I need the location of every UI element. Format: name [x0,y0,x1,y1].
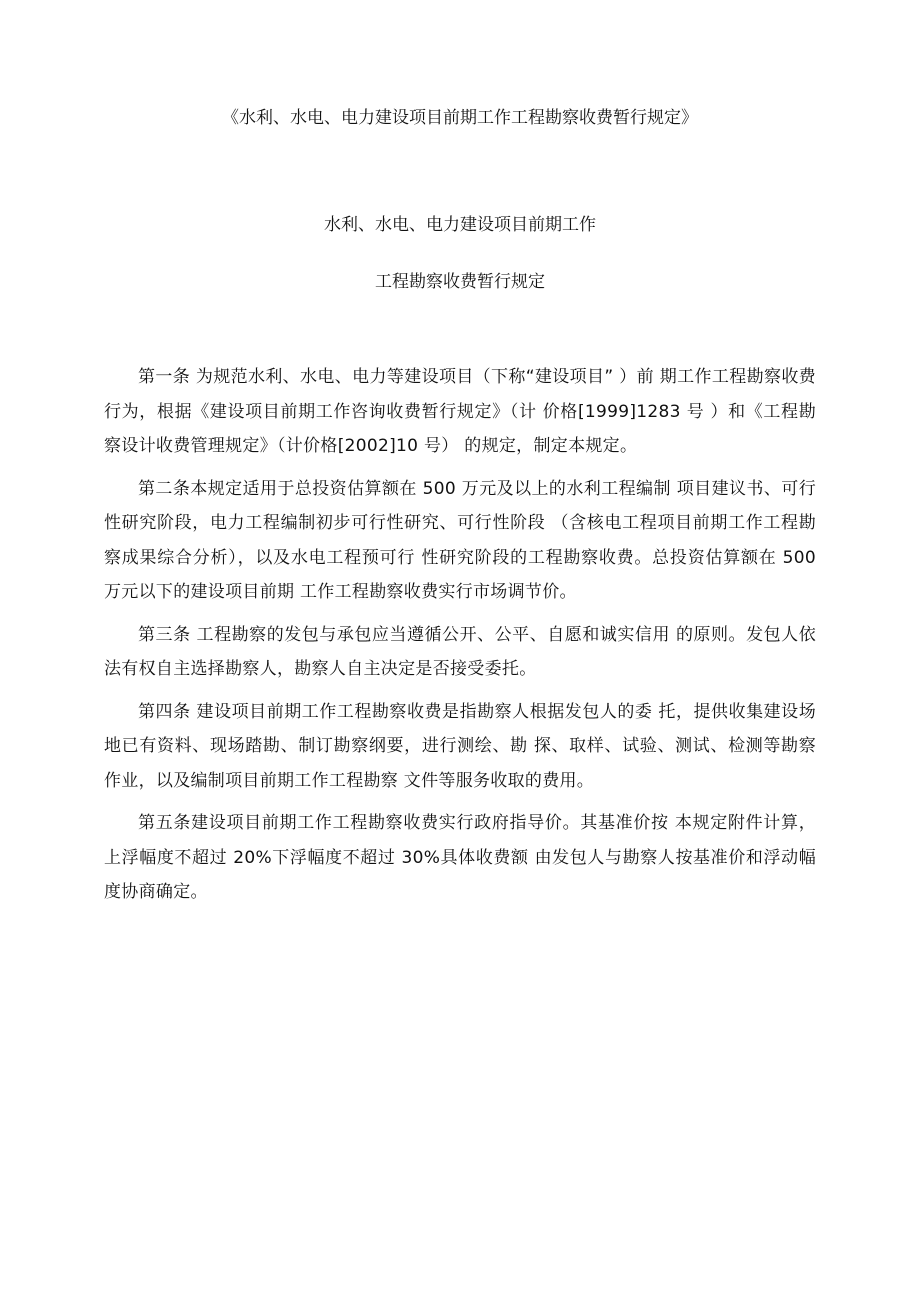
article-4-paragraph: 第四条 建设项目前期工作工程勘察收费是指勘察人根据发包人的委 托，提供收集建设场地已有资料、现场踏勘、制订勘察纲要，进行测绘、勘 探、取样、试验、测试、检测等勘察作业，以及编制项目前期工作工程勘察 文件等服务收取的费用。 [104,701,816,791]
regulation-heading-line-2: 工程勘察收费暂行规定 [375,272,545,292]
article-5-paragraph: 第五条建设项目前期工作工程勘察收费实行政府指导价。其基准价按 本规定附件计算，上浮幅度不超过 20%下浮幅度不超过 30%具体收费额 由发包人与勘察人按基准价和浮动幅度协商确定。 [104,813,816,902]
article-2-paragraph: 第二条本规定适用于总投资估算额在 500 万元及以上的水利工程编制 项目建议书、可行性研究阶段，电力工程编制初步可行性研究、可行性阶段 （含核电工程项目前期工作工程勘察成果综合分析），以及水电工程预可行 性研究阶段的工程勘察收费。总投资估算额在 500 万元以下的建设项目前期 工作工程勘察收费实行市场调节价。 [104,478,816,602]
article-1-paragraph: 第一条 为规范水利、水电、电力等建设项目（下称“建设项目” ）前 期工作工程勘察收费行为，根据《建设项目前期工作咨询收费暂行规定》（计 价格[1999]1283 号 ）和《工程勘察设计收费管理规定》（计价格[2002]10 号） 的规定，制定本规定。 [104,367,816,456]
regulation-heading-line-1: 水利、水电、电力建设项目前期工作 [324,215,596,235]
document-top-title: 《水利、水电、电力建设项目前期工作工程勘察收费暂行规定》 [222,108,698,128]
article-3-paragraph: 第三条 工程勘察的发包与承包应当遵循公开、公平、自愿和诚实信用 的原则。发包人依法有权自主选择勘察人，勘察人自主决定是否接受委托。 [104,624,816,679]
regulation-body [104,360,816,918]
